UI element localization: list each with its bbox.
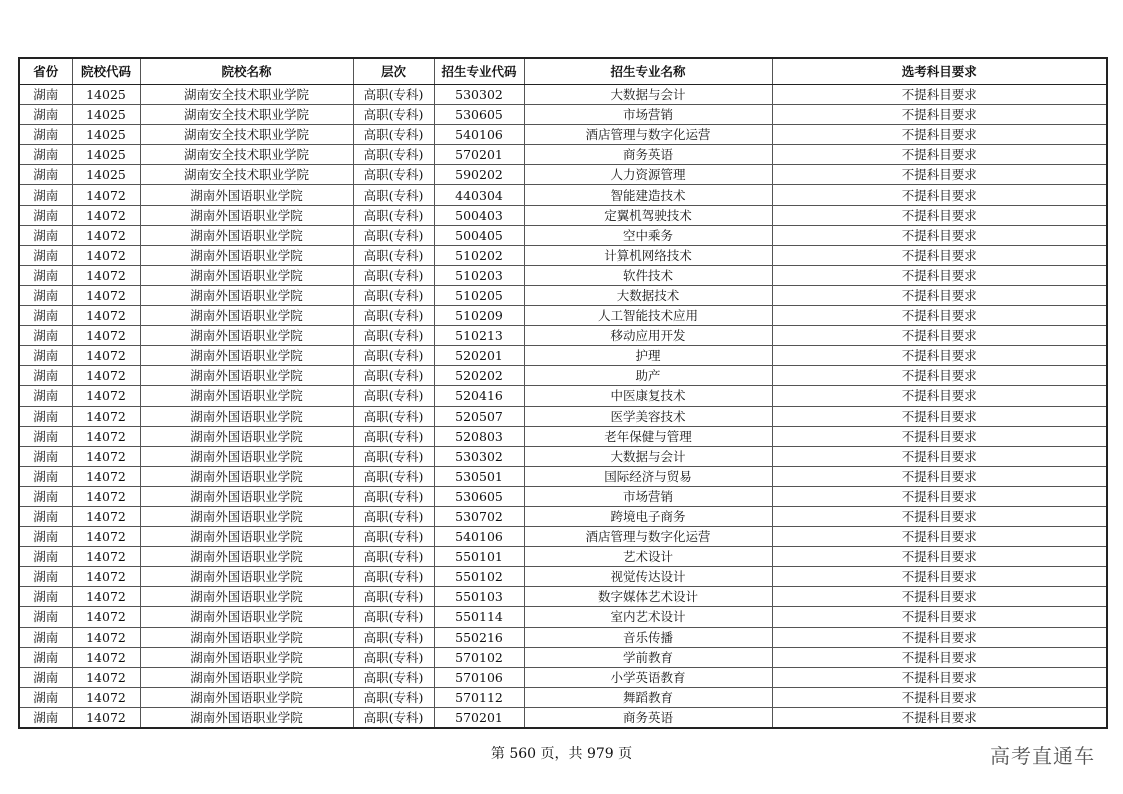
major-name-cell: 空中乘务 — [524, 225, 772, 245]
column-header: 院校代码 — [72, 58, 140, 85]
school-code-cell: 14025 — [72, 145, 140, 165]
school-name-cell: 湖南外国语职业学院 — [140, 627, 353, 647]
province-cell: 湖南 — [19, 466, 72, 486]
major-code-cell: 570102 — [434, 647, 524, 667]
school-code-cell: 14072 — [72, 245, 140, 265]
province-cell: 湖南 — [19, 607, 72, 627]
school-code-cell: 14072 — [72, 647, 140, 667]
major-code-cell: 530605 — [434, 486, 524, 506]
level-cell: 高职(专科) — [353, 225, 434, 245]
subject-requirement-cell: 不提科目要求 — [772, 607, 1107, 627]
school-code-cell: 14072 — [72, 667, 140, 687]
table-row — [19, 426, 1107, 446]
column-header: 省份 — [19, 58, 72, 85]
province-cell: 湖南 — [19, 667, 72, 687]
level-cell: 高职(专科) — [353, 185, 434, 205]
header-row — [19, 58, 1107, 85]
school-name-cell: 湖南外国语职业学院 — [140, 426, 353, 446]
major-code-cell: 540106 — [434, 125, 524, 145]
school-name-cell: 湖南外国语职业学院 — [140, 225, 353, 245]
level-cell: 高职(专科) — [353, 506, 434, 526]
major-code-cell: 570112 — [434, 687, 524, 707]
subject-requirement-cell: 不提科目要求 — [772, 667, 1107, 687]
province-cell: 湖南 — [19, 185, 72, 205]
table-row — [19, 647, 1107, 667]
level-cell: 高职(专科) — [353, 587, 434, 607]
major-name-cell: 市场营销 — [524, 486, 772, 506]
major-name-cell: 智能建造技术 — [524, 185, 772, 205]
province-cell: 湖南 — [19, 85, 72, 105]
major-code-cell: 510202 — [434, 245, 524, 265]
major-name-cell: 视觉传达设计 — [524, 567, 772, 587]
school-name-cell: 湖南外国语职业学院 — [140, 185, 353, 205]
level-cell: 高职(专科) — [353, 85, 434, 105]
table-row — [19, 306, 1107, 326]
level-cell: 高职(专科) — [353, 346, 434, 366]
table-row — [19, 627, 1107, 647]
subject-requirement-cell: 不提科目要求 — [772, 446, 1107, 466]
major-code-cell: 520201 — [434, 346, 524, 366]
major-name-cell: 大数据技术 — [524, 285, 772, 305]
major-code-cell: 550216 — [434, 627, 524, 647]
school-code-cell: 14072 — [72, 265, 140, 285]
school-name-cell: 湖南安全技术职业学院 — [140, 105, 353, 125]
major-name-cell: 人工智能技术应用 — [524, 306, 772, 326]
major-name-cell: 室内艺术设计 — [524, 607, 772, 627]
major-name-cell: 助产 — [524, 366, 772, 386]
major-code-cell: 570201 — [434, 707, 524, 728]
major-code-cell: 530605 — [434, 105, 524, 125]
admission-table-container — [18, 57, 1106, 729]
school-name-cell: 湖南外国语职业学院 — [140, 386, 353, 406]
subject-requirement-cell: 不提科目要求 — [772, 426, 1107, 446]
level-cell: 高职(专科) — [353, 306, 434, 326]
level-cell: 高职(专科) — [353, 265, 434, 285]
school-name-cell: 湖南外国语职业学院 — [140, 265, 353, 285]
level-cell: 高职(专科) — [353, 466, 434, 486]
school-name-cell: 湖南外国语职业学院 — [140, 707, 353, 728]
major-code-cell: 520507 — [434, 406, 524, 426]
table-row — [19, 607, 1107, 627]
major-name-cell: 酒店管理与数字化运营 — [524, 125, 772, 145]
level-cell: 高职(专科) — [353, 567, 434, 587]
school-code-cell: 14072 — [72, 225, 140, 245]
column-header: 层次 — [353, 58, 434, 85]
school-name-cell: 湖南外国语职业学院 — [140, 446, 353, 466]
level-cell: 高职(专科) — [353, 607, 434, 627]
school-code-cell: 14025 — [72, 165, 140, 185]
school-name-cell: 湖南外国语职业学院 — [140, 466, 353, 486]
school-name-cell: 湖南外国语职业学院 — [140, 506, 353, 526]
province-cell: 湖南 — [19, 225, 72, 245]
major-code-cell: 550101 — [434, 547, 524, 567]
major-code-cell: 570106 — [434, 667, 524, 687]
school-name-cell: 湖南外国语职业学院 — [140, 587, 353, 607]
province-cell: 湖南 — [19, 306, 72, 326]
major-name-cell: 老年保健与管理 — [524, 426, 772, 446]
province-cell: 湖南 — [19, 687, 72, 707]
major-code-cell: 510209 — [434, 306, 524, 326]
table-row — [19, 506, 1107, 526]
major-code-cell: 440304 — [434, 185, 524, 205]
table-header — [19, 58, 1107, 85]
page-footer — [0, 744, 1123, 766]
province-cell: 湖南 — [19, 285, 72, 305]
subject-requirement-cell: 不提科目要求 — [772, 326, 1107, 346]
level-cell: 高职(专科) — [353, 285, 434, 305]
school-code-cell: 14072 — [72, 587, 140, 607]
major-code-cell: 550102 — [434, 567, 524, 587]
level-cell: 高职(专科) — [353, 667, 434, 687]
province-cell: 湖南 — [19, 165, 72, 185]
major-name-cell: 医学美容技术 — [524, 406, 772, 426]
table-row — [19, 567, 1107, 587]
major-name-cell: 音乐传播 — [524, 627, 772, 647]
school-name-cell: 湖南外国语职业学院 — [140, 567, 353, 587]
level-cell: 高职(专科) — [353, 446, 434, 466]
school-code-cell: 14072 — [72, 426, 140, 446]
major-code-cell: 590202 — [434, 165, 524, 185]
province-cell: 湖南 — [19, 486, 72, 506]
table-row — [19, 527, 1107, 547]
major-code-cell: 500405 — [434, 225, 524, 245]
level-cell: 高职(专科) — [353, 245, 434, 265]
major-name-cell: 定翼机驾驶技术 — [524, 205, 772, 225]
column-header: 招生专业代码 — [434, 58, 524, 85]
province-cell: 湖南 — [19, 145, 72, 165]
level-cell: 高职(专科) — [353, 145, 434, 165]
school-code-cell: 14072 — [72, 466, 140, 486]
level-cell: 高职(专科) — [353, 105, 434, 125]
province-cell: 湖南 — [19, 346, 72, 366]
school-name-cell: 湖南外国语职业学院 — [140, 647, 353, 667]
level-cell: 高职(专科) — [353, 547, 434, 567]
school-code-cell: 14072 — [72, 386, 140, 406]
subject-requirement-cell: 不提科目要求 — [772, 125, 1107, 145]
major-name-cell: 商务英语 — [524, 145, 772, 165]
major-code-cell: 540106 — [434, 527, 524, 547]
table-row — [19, 446, 1107, 466]
school-name-cell: 湖南外国语职业学院 — [140, 486, 353, 506]
school-code-cell: 14072 — [72, 506, 140, 526]
table-row — [19, 707, 1107, 728]
school-code-cell: 14072 — [72, 607, 140, 627]
major-name-cell: 移动应用开发 — [524, 326, 772, 346]
level-cell: 高职(专科) — [353, 527, 434, 547]
province-cell: 湖南 — [19, 627, 72, 647]
school-code-cell: 14072 — [72, 627, 140, 647]
major-code-cell: 570201 — [434, 145, 524, 165]
school-code-cell: 14072 — [72, 547, 140, 567]
school-code-cell: 14072 — [72, 285, 140, 305]
school-name-cell: 湖南外国语职业学院 — [140, 366, 353, 386]
school-code-cell: 14072 — [72, 205, 140, 225]
subject-requirement-cell: 不提科目要求 — [772, 687, 1107, 707]
subject-requirement-cell: 不提科目要求 — [772, 225, 1107, 245]
school-code-cell: 14072 — [72, 567, 140, 587]
column-header: 院校名称 — [140, 58, 353, 85]
table-row — [19, 547, 1107, 567]
table-row — [19, 205, 1107, 225]
school-name-cell: 湖南安全技术职业学院 — [140, 125, 353, 145]
level-cell: 高职(专科) — [353, 125, 434, 145]
subject-requirement-cell: 不提科目要求 — [772, 587, 1107, 607]
table-row — [19, 165, 1107, 185]
province-cell: 湖南 — [19, 386, 72, 406]
table-row — [19, 245, 1107, 265]
school-name-cell: 湖南外国语职业学院 — [140, 547, 353, 567]
major-code-cell: 520803 — [434, 426, 524, 446]
major-name-cell: 市场营销 — [524, 105, 772, 125]
province-cell: 湖南 — [19, 105, 72, 125]
major-name-cell: 人力资源管理 — [524, 165, 772, 185]
subject-requirement-cell: 不提科目要求 — [772, 647, 1107, 667]
province-cell: 湖南 — [19, 506, 72, 526]
major-name-cell: 学前教育 — [524, 647, 772, 667]
school-name-cell: 湖南安全技术职业学院 — [140, 165, 353, 185]
subject-requirement-cell: 不提科目要求 — [772, 466, 1107, 486]
subject-requirement-cell: 不提科目要求 — [772, 205, 1107, 225]
school-name-cell: 湖南外国语职业学院 — [140, 406, 353, 426]
major-code-cell: 530501 — [434, 466, 524, 486]
table-row — [19, 85, 1107, 105]
school-code-cell: 14072 — [72, 527, 140, 547]
province-cell: 湖南 — [19, 587, 72, 607]
table-row — [19, 285, 1107, 305]
subject-requirement-cell: 不提科目要求 — [772, 406, 1107, 426]
major-name-cell: 艺术设计 — [524, 547, 772, 567]
table-row — [19, 326, 1107, 346]
subject-requirement-cell: 不提科目要求 — [772, 265, 1107, 285]
province-cell: 湖南 — [19, 567, 72, 587]
subject-requirement-cell: 不提科目要求 — [772, 185, 1107, 205]
province-cell: 湖南 — [19, 647, 72, 667]
watermark-logo: 高考直通车 — [990, 744, 1095, 768]
school-name-cell: 湖南外国语职业学院 — [140, 205, 353, 225]
school-name-cell: 湖南外国语职业学院 — [140, 667, 353, 687]
major-code-cell: 520416 — [434, 386, 524, 406]
province-cell: 湖南 — [19, 406, 72, 426]
major-name-cell: 护理 — [524, 346, 772, 366]
subject-requirement-cell: 不提科目要求 — [772, 527, 1107, 547]
level-cell: 高职(专科) — [353, 386, 434, 406]
school-name-cell: 湖南外国语职业学院 — [140, 245, 353, 265]
table-body — [19, 85, 1107, 729]
subject-requirement-cell: 不提科目要求 — [772, 506, 1107, 526]
table-row — [19, 587, 1107, 607]
subject-requirement-cell: 不提科目要求 — [772, 285, 1107, 305]
province-cell: 湖南 — [19, 205, 72, 225]
province-cell: 湖南 — [19, 125, 72, 145]
school-code-cell: 14025 — [72, 125, 140, 145]
subject-requirement-cell: 不提科目要求 — [772, 366, 1107, 386]
major-code-cell: 530702 — [434, 506, 524, 526]
province-cell: 湖南 — [19, 366, 72, 386]
school-code-cell: 14072 — [72, 707, 140, 728]
school-code-cell: 14072 — [72, 446, 140, 466]
school-code-cell: 14025 — [72, 85, 140, 105]
subject-requirement-cell: 不提科目要求 — [772, 145, 1107, 165]
school-name-cell: 湖南外国语职业学院 — [140, 326, 353, 346]
table-row — [19, 125, 1107, 145]
table-row — [19, 687, 1107, 707]
level-cell: 高职(专科) — [353, 426, 434, 446]
province-cell: 湖南 — [19, 326, 72, 346]
level-cell: 高职(专科) — [353, 627, 434, 647]
subject-requirement-cell: 不提科目要求 — [772, 547, 1107, 567]
subject-requirement-cell: 不提科目要求 — [772, 85, 1107, 105]
major-name-cell: 大数据与会计 — [524, 85, 772, 105]
school-name-cell: 湖南外国语职业学院 — [140, 306, 353, 326]
school-code-cell: 14072 — [72, 486, 140, 506]
table-row — [19, 667, 1107, 687]
school-name-cell: 湖南外国语职业学院 — [140, 285, 353, 305]
table-row — [19, 145, 1107, 165]
school-name-cell: 湖南外国语职业学院 — [140, 527, 353, 547]
province-cell: 湖南 — [19, 707, 72, 728]
subject-requirement-cell: 不提科目要求 — [772, 245, 1107, 265]
major-code-cell: 510203 — [434, 265, 524, 285]
province-cell: 湖南 — [19, 265, 72, 285]
subject-requirement-cell: 不提科目要求 — [772, 346, 1107, 366]
table-row — [19, 185, 1107, 205]
province-cell: 湖南 — [19, 446, 72, 466]
school-code-cell: 14072 — [72, 687, 140, 707]
level-cell: 高职(专科) — [353, 326, 434, 346]
major-code-cell: 530302 — [434, 85, 524, 105]
major-name-cell: 软件技术 — [524, 265, 772, 285]
school-name-cell: 湖南安全技术职业学院 — [140, 85, 353, 105]
school-name-cell: 湖南外国语职业学院 — [140, 607, 353, 627]
major-code-cell: 550103 — [434, 587, 524, 607]
admission-table — [18, 57, 1108, 729]
table-row — [19, 225, 1107, 245]
table-row — [19, 466, 1107, 486]
subject-requirement-cell: 不提科目要求 — [772, 707, 1107, 728]
major-code-cell: 500403 — [434, 205, 524, 225]
school-name-cell: 湖南外国语职业学院 — [140, 346, 353, 366]
major-name-cell: 数字媒体艺术设计 — [524, 587, 772, 607]
school-code-cell: 14072 — [72, 185, 140, 205]
subject-requirement-cell: 不提科目要求 — [772, 165, 1107, 185]
table-row — [19, 386, 1107, 406]
school-code-cell: 14072 — [72, 406, 140, 426]
school-code-cell: 14025 — [72, 105, 140, 125]
school-name-cell: 湖南安全技术职业学院 — [140, 145, 353, 165]
column-header: 招生专业名称 — [524, 58, 772, 85]
table-row — [19, 486, 1107, 506]
major-name-cell: 跨境电子商务 — [524, 506, 772, 526]
subject-requirement-cell: 不提科目要求 — [772, 306, 1107, 326]
major-code-cell: 510205 — [434, 285, 524, 305]
major-name-cell: 小学英语教育 — [524, 667, 772, 687]
major-code-cell: 550114 — [434, 607, 524, 627]
major-name-cell: 中医康复技术 — [524, 386, 772, 406]
major-name-cell: 商务英语 — [524, 707, 772, 728]
school-code-cell: 14072 — [72, 346, 140, 366]
page-number: 第 560 页，共 979 页 — [490, 746, 633, 762]
province-cell: 湖南 — [19, 245, 72, 265]
school-name-cell: 湖南外国语职业学院 — [140, 687, 353, 707]
major-code-cell: 520202 — [434, 366, 524, 386]
level-cell: 高职(专科) — [353, 647, 434, 667]
school-code-cell: 14072 — [72, 326, 140, 346]
subject-requirement-cell: 不提科目要求 — [772, 486, 1107, 506]
table-row — [19, 346, 1107, 366]
subject-requirement-cell: 不提科目要求 — [772, 627, 1107, 647]
major-code-cell: 510213 — [434, 326, 524, 346]
level-cell: 高职(专科) — [353, 205, 434, 225]
level-cell: 高职(专科) — [353, 707, 434, 728]
province-cell: 湖南 — [19, 426, 72, 446]
school-code-cell: 14072 — [72, 306, 140, 326]
level-cell: 高职(专科) — [353, 165, 434, 185]
subject-requirement-cell: 不提科目要求 — [772, 567, 1107, 587]
major-name-cell: 酒店管理与数字化运营 — [524, 527, 772, 547]
province-cell: 湖南 — [19, 547, 72, 567]
major-code-cell: 530302 — [434, 446, 524, 466]
subject-requirement-cell: 不提科目要求 — [772, 386, 1107, 406]
level-cell: 高职(专科) — [353, 687, 434, 707]
major-name-cell: 舞蹈教育 — [524, 687, 772, 707]
table-row — [19, 105, 1107, 125]
province-cell: 湖南 — [19, 527, 72, 547]
subject-requirement-cell: 不提科目要求 — [772, 105, 1107, 125]
major-name-cell: 计算机网络技术 — [524, 245, 772, 265]
major-name-cell: 国际经济与贸易 — [524, 466, 772, 486]
table-row — [19, 366, 1107, 386]
level-cell: 高职(专科) — [353, 486, 434, 506]
table-row — [19, 265, 1107, 285]
major-name-cell: 大数据与会计 — [524, 446, 772, 466]
table-row — [19, 406, 1107, 426]
column-header: 选考科目要求 — [772, 58, 1107, 85]
school-code-cell: 14072 — [72, 366, 140, 386]
level-cell: 高职(专科) — [353, 366, 434, 386]
level-cell: 高职(专科) — [353, 406, 434, 426]
